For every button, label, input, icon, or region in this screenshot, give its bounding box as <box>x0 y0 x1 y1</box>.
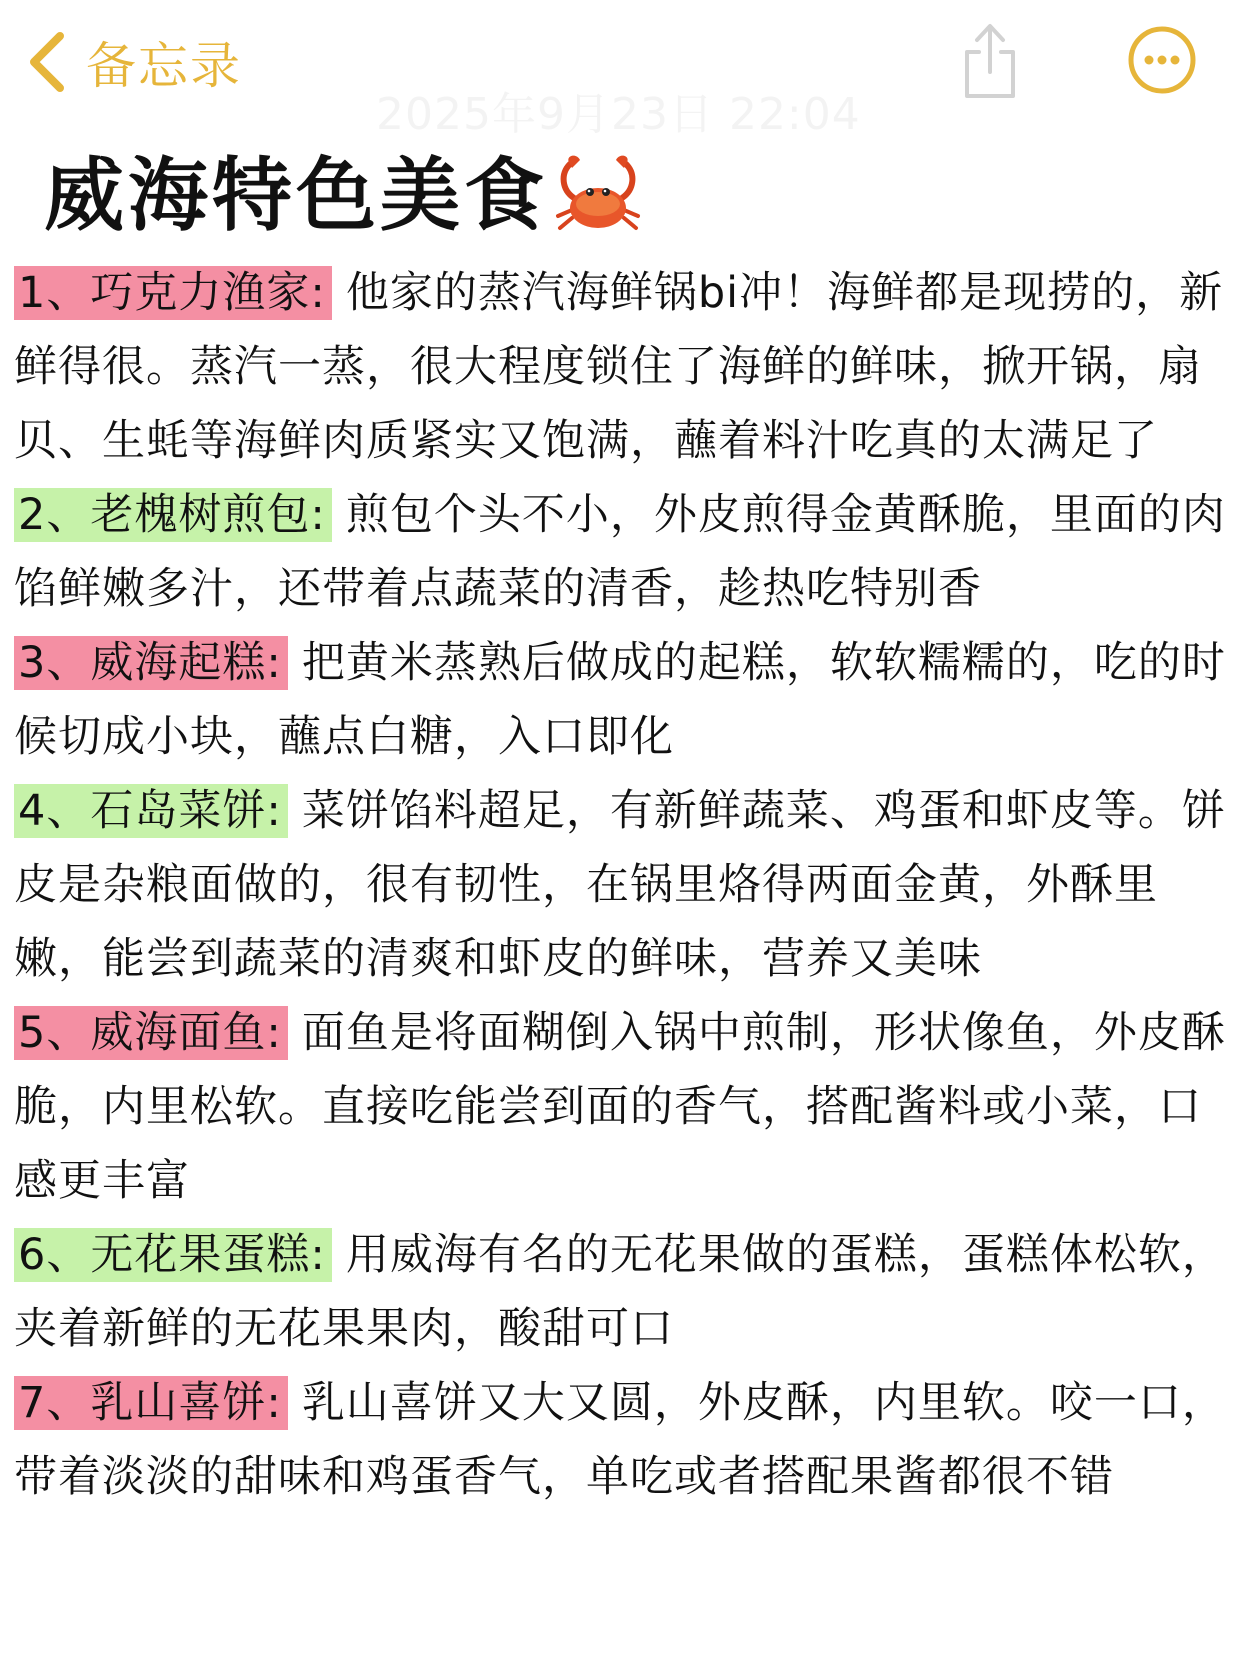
crab-icon <box>552 150 644 242</box>
note-title-row <box>44 148 644 244</box>
food-item-name: 6、无花果蛋糕: <box>14 1228 332 1282</box>
food-item-2 <box>14 478 1228 626</box>
navigation-bar <box>0 0 1242 140</box>
share-button[interactable] <box>955 18 1025 102</box>
food-item-name: 1、巧克力渔家: <box>14 266 332 320</box>
food-item-description: 菜饼馅料超足，有新鲜蔬菜、鸡蛋和虾皮等。饼皮是杂粮面做的，很有韧性，在锅里烙得两面金黄，外酥里嫩，能尝到蔬菜的清爽和虾皮的鲜味，营养又美味 <box>14 786 1226 984</box>
food-item-description: 用威海有名的无花果做的蛋糕，蛋糕体松软，夹着新鲜的无花果果肉，酸甜可口 <box>14 1230 1226 1354</box>
food-item-7 <box>14 1366 1228 1514</box>
chevron-left-icon <box>24 30 68 94</box>
food-item-name: 3、威海起糕: <box>14 636 288 690</box>
food-item-name: 4、石岛菜饼: <box>14 784 288 838</box>
food-item-name: 7、乳山喜饼: <box>14 1376 288 1430</box>
food-item-5 <box>14 996 1228 1218</box>
food-item-3 <box>14 626 1228 774</box>
note-body <box>14 256 1228 1514</box>
food-item-description: 他家的蒸汽海鲜锅bi冲！海鲜都是现捞的，新鲜得很。蒸汽一蒸，很大程度锁住了海鲜的鲜味，掀开锅，扇贝、生蚝等海鲜肉质紧实又饱满，蘸着料汁吃真的太满足了 <box>14 268 1224 466</box>
food-item-description: 乳山喜饼又大又圆，外皮酥，内里软。咬一口，带着淡淡的甜味和鸡蛋香气，单吃或者搭配果酱都很不错 <box>14 1378 1226 1502</box>
food-item-name: 5、威海面鱼: <box>14 1006 288 1060</box>
food-item-description: 把黄米蒸熟后做成的起糕，软软糯糯的，吃的时候切成小块，蘸点白糖，入口即化 <box>14 638 1226 762</box>
more-icon <box>1126 81 1198 100</box>
food-item-name: 2、老槐树煎包: <box>14 488 332 542</box>
food-item-1 <box>14 256 1228 478</box>
note-timestamp: 2025年9月23日 22:04 <box>376 89 861 140</box>
food-item-description: 面鱼是将面糊倒入锅中煎制，形状像鱼，外皮酥脆，内里松软。直接吃能尝到面的香气，搭配酱料或小菜，口感更丰富 <box>14 1008 1226 1206</box>
back-button[interactable] <box>24 22 242 102</box>
share-icon <box>955 87 1025 106</box>
more-options-button[interactable] <box>1126 24 1198 96</box>
note-title: 威海特色美食 <box>44 149 548 242</box>
food-item-description: 煎包个头不小，外皮煎得金黄酥脆，里面的肉馅鲜嫩多汁，还带着点蔬菜的清香，趁热吃特别香 <box>14 490 1226 614</box>
food-item-4 <box>14 774 1228 996</box>
food-item-6 <box>14 1218 1228 1366</box>
back-label: 备忘录 <box>86 37 242 95</box>
